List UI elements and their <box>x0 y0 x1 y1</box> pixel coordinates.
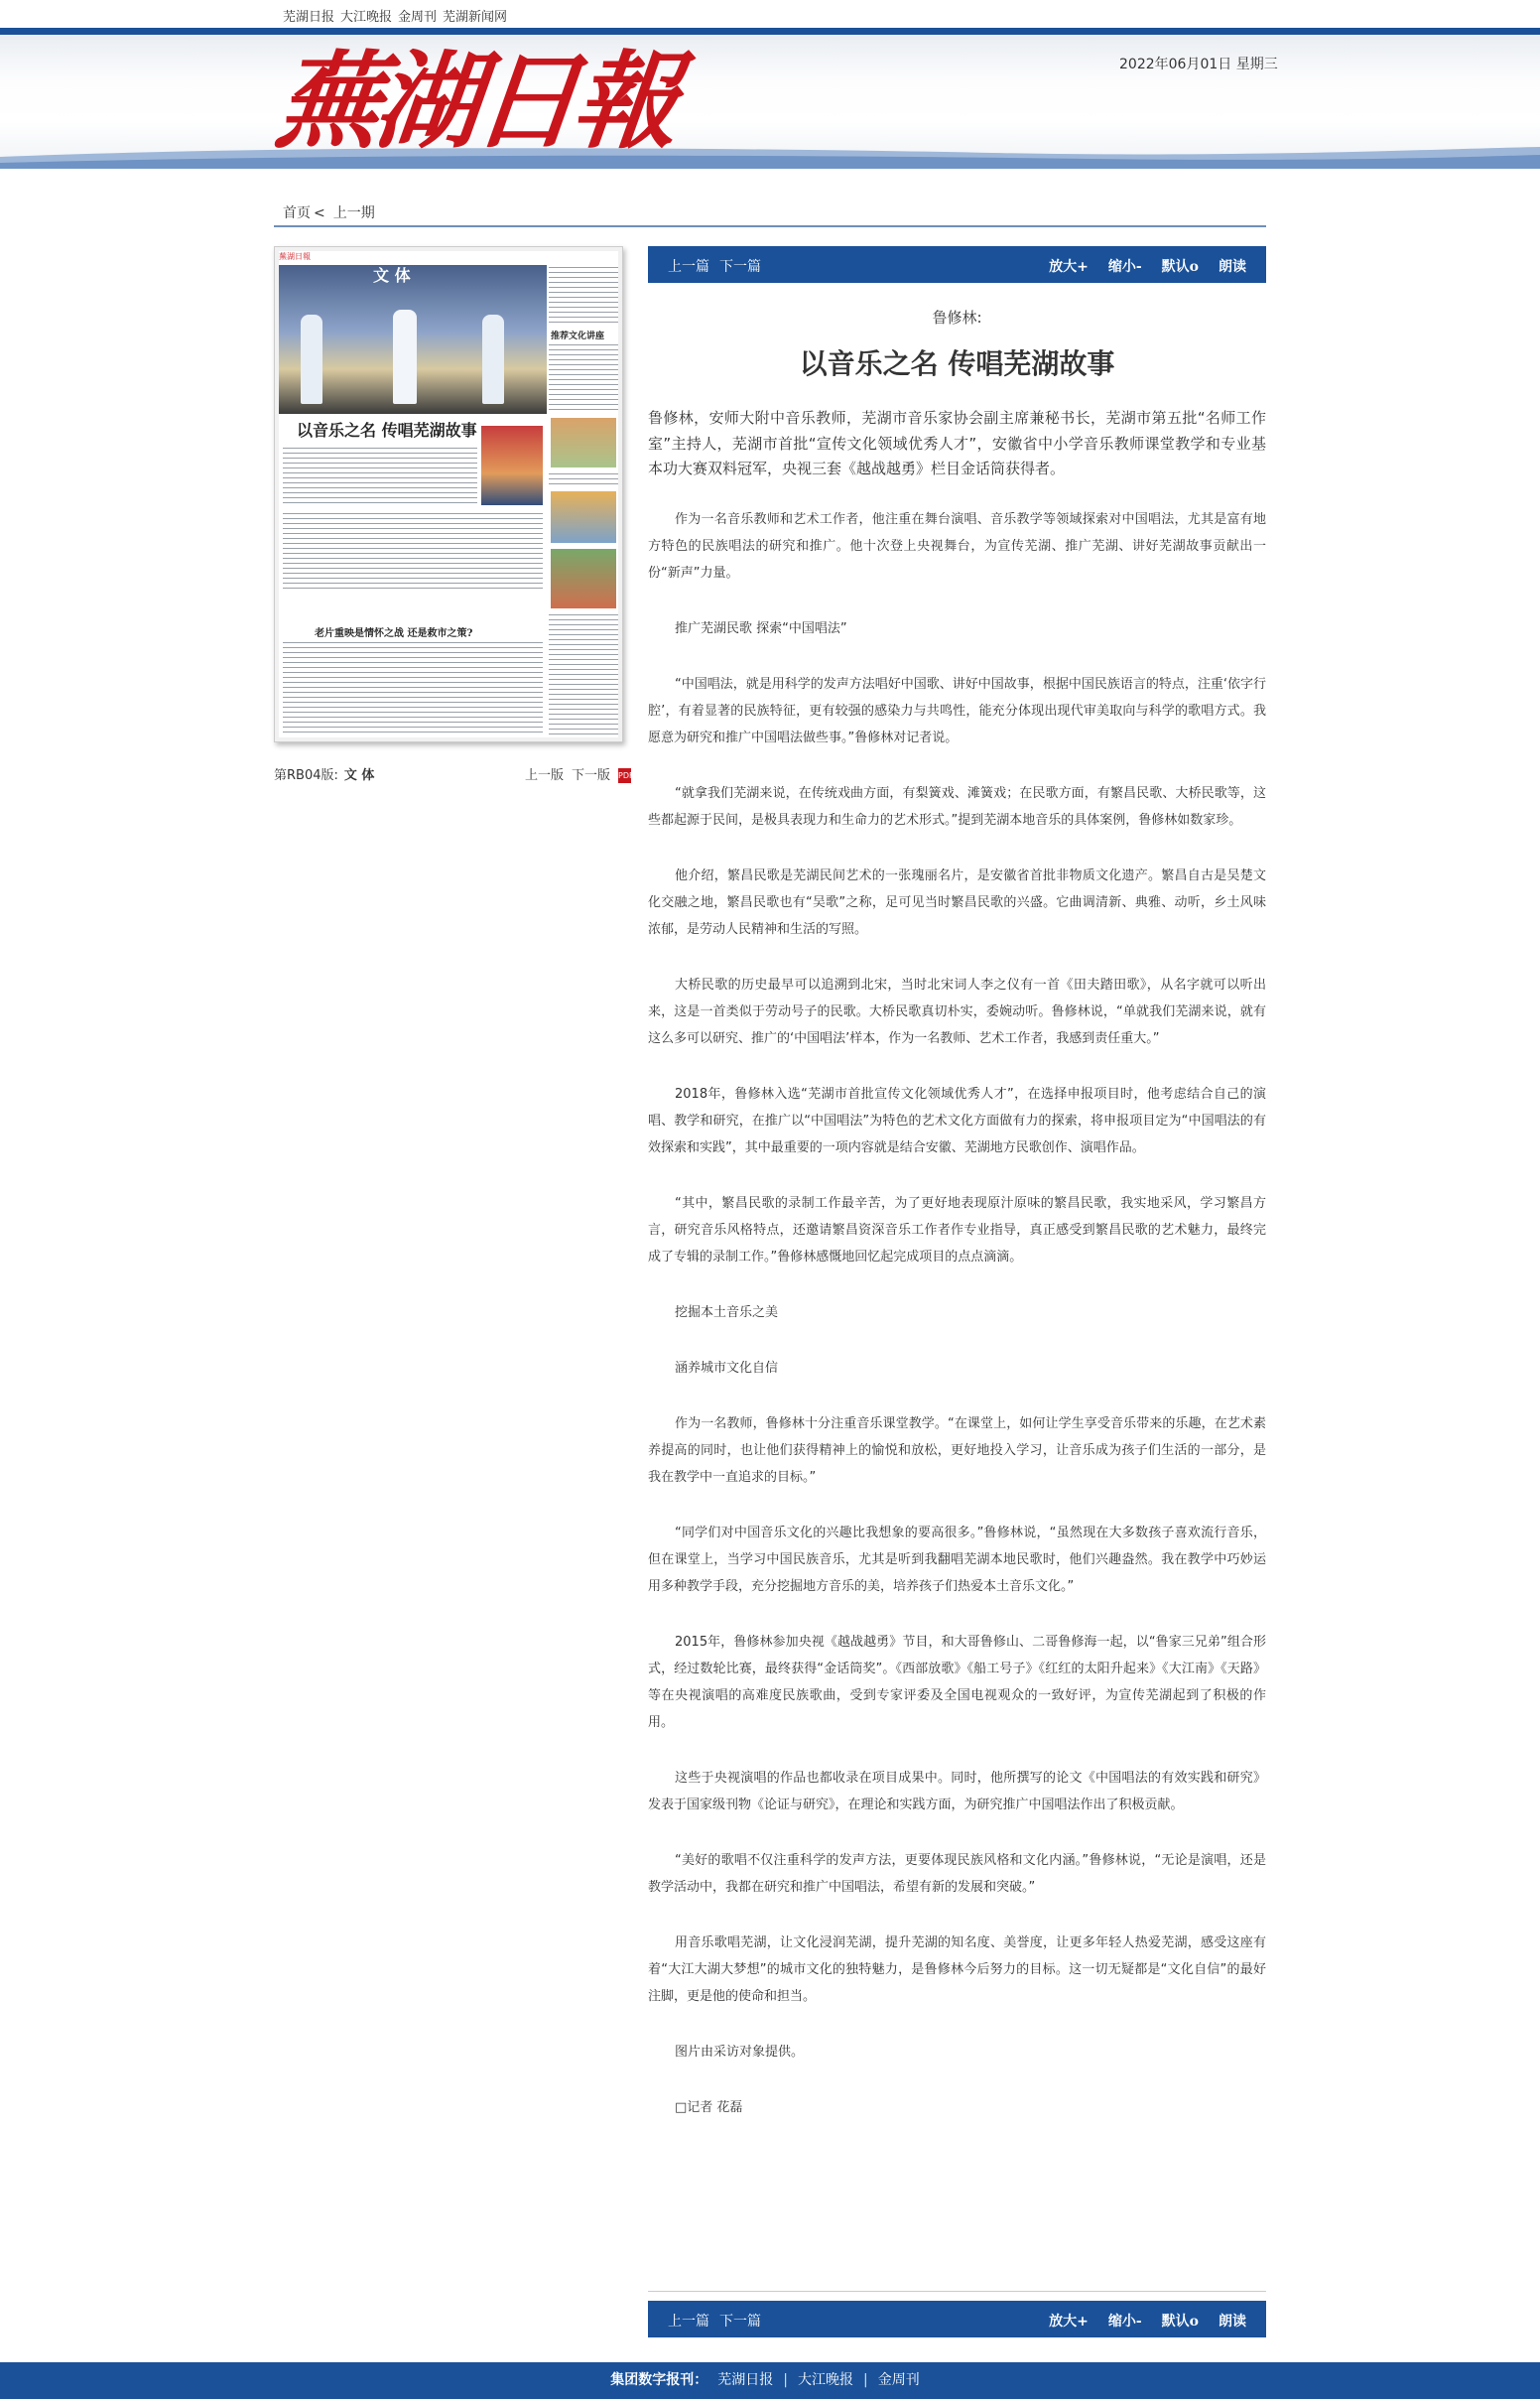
footer-bar: 集团数字报刊： 芜湖日报 | 大江晚报 | 金周刊 <box>0 2362 1540 2399</box>
masthead-banner <box>0 35 1540 169</box>
article-paragraph: 2015年，鲁修林参加央视《越战越勇》节目，和大哥鲁修山、二哥鲁修海一起，以“鲁家三兄弟”组合形式，经过数轮比赛，最终获得“金话筒奖”。《西部放歌》《船工号子》《红红的太阳升起来》《大江南》《天路》等在央视演唱的高难度民族歌曲，受到专家评委及全国电视观众的一致好评，为宣传芜湖起到了积极的作用。 <box>648 1634 1266 1730</box>
article-paragraph: “同学们对中国音乐文化的兴趣比我想象的要高很多。”鲁修林说，“虽然现在大多数孩子喜欢流行音乐，但在课堂上，当学习中国民族音乐，尤其是听到我翻唱芜湖本地民歌时，他们兴趣盎然。我在教学中巧妙运用多种教学手段，充分挖掘地方音乐的美，培养孩子们热爱本土音乐文化。” <box>648 1525 1266 1594</box>
page-version: 第RB04版: <box>274 768 338 783</box>
breadcrumb <box>283 202 375 222</box>
prev-article-link[interactable]: 上一篇 <box>668 259 709 275</box>
pdf-icon[interactable]: PDF <box>618 768 631 783</box>
article-paragraph: 用音乐歌唱芜湖，让文化浸润芜湖，提升芜湖的知名度、美誉度，让更多年轻人热爱芜湖，感受这座有着“大江大湖大梦想”的城市文化的独特魅力，是鲁修林今后努力的目标。这一切无疑都是“文化自信”的最好注脚，更是他的使命和担当。 <box>648 1934 1266 2004</box>
default-size-button[interactable]: 默认o <box>1161 259 1199 275</box>
thumbnail-stage-photo <box>279 265 547 414</box>
breadcrumb-home[interactable]: 首页 <box>283 205 311 221</box>
read-aloud-button[interactable]: 朗读 <box>1219 2314 1246 2330</box>
article-paragraph: 他介绍，繁昌民歌是芜湖民间艺术的一张瑰丽名片，是安徽省首批非物质文化遗产。繁昌自古是吴楚文化交融之地，繁昌民歌也有“吴歌”之称，足可见当时繁昌民歌的兴盛。它曲调清新、典雅、动听，乡土风味浓郁，是劳动人民精神和生活的写照。 <box>648 867 1266 937</box>
page-section[interactable]: 文 体 <box>343 768 375 783</box>
article-paragraph: “其中，繁昌民歌的录制工作最辛苦，为了更好地表现原汁原味的繁昌民歌，我实地采风，学习繁昌方言，研究音乐风格特点，还邀请繁昌资深音乐工作者作专业指导，真正感受到繁昌民歌的艺术魅力，最终完成了专辑的录制工作。”鲁修林感慨地回忆起完成项目的点点滴滴。 <box>648 1195 1266 1265</box>
thumbnail-section: 文 体 <box>373 266 411 285</box>
thumbnail-sub-headline: 老片重映是情怀之战 还是救市之策? <box>315 628 473 639</box>
top-blue-rule <box>0 28 1540 35</box>
zoom-out-button[interactable]: 缩小- <box>1107 2314 1142 2330</box>
article-paragraph: 作为一名教师，鲁修林十分注重音乐课堂教学。“在课堂上，如何让学生享受音乐带来的乐趣，在艺术素养提高的同时，也让他们获得精神上的愉悦和放松，更好地投入学习，让音乐成为孩子们生活的一部分，是我在教学中一直追求的目标。” <box>648 1415 1266 1485</box>
article-subheading: 涵养城市文化自信 <box>675 1360 779 1376</box>
next-article-link[interactable]: 下一篇 <box>719 2314 761 2330</box>
top-link-dajiang-evening[interactable]: 大江晚报 <box>340 10 393 25</box>
zoom-in-button[interactable]: 放大+ <box>1049 2314 1089 2330</box>
article-paragraph: “就拿我们芜湖来说，在传统戏曲方面，有梨簧戏、滩簧戏；在民歌方面，有繁昌民歌、大桥民歌等，这些都起源于民间，是极具表现力和生命力的艺术形式。”提到芜湖本地音乐的具体案例，鲁修林如数家珍。 <box>648 785 1266 828</box>
page-thumbnail[interactable] <box>274 246 623 742</box>
prev-article-link[interactable]: 上一篇 <box>668 2314 709 2330</box>
next-article-link[interactable]: 下一篇 <box>719 259 761 275</box>
thumbnail-header <box>279 251 618 263</box>
thumbnail-paper-name: 蕪湖日報 <box>279 252 311 261</box>
thumbnail-headline: 以音乐之名 传唱芜湖故事 <box>297 421 477 440</box>
article-title: 以音乐之名 传唱芜湖故事 <box>799 347 1115 380</box>
article-subtitle: 鲁修林: <box>932 309 982 327</box>
footer-title: 集团数字报刊： <box>610 2372 708 2388</box>
newspaper-logo[interactable]: 蕪湖日報 <box>269 39 680 163</box>
footer-link-dajiang-evening[interactable]: 大江晚报 <box>798 2372 853 2388</box>
breadcrumb-separator: < <box>314 205 325 221</box>
breadcrumb-prev-issue[interactable]: 上一期 <box>332 205 375 221</box>
footer-link-jin-weekly[interactable]: 金周刊 <box>877 2372 920 2388</box>
article-paragraph: 2018年，鲁修林入选“芜湖市首批宣传文化领域优秀人才”，在选择申报项目时，他考虑结合自己的演唱、教学和研究，在推广以“中国唱法”为特色的艺术文化方面做有力的探索，将申报项目定为“中国唱法的有效探索和实践”，其中最重要的一项内容就是结合安徽、芜湖地方民歌创作、演唱作品。 <box>648 1086 1266 1155</box>
footer-link-wuhu-daily[interactable]: 芜湖日报 <box>717 2372 774 2388</box>
zoom-out-button[interactable]: 缩小- <box>1107 259 1142 275</box>
article-paragraph: 这些于央视演唱的作品也都收录在项目成果中。同时，他所撰写的论文《中国唱法的有效实践和研究》发表于国家级刊物《论证与研究》，在理论和实践方面，为研究推广中国唱法作出了积极贡献。 <box>648 1770 1266 1812</box>
article-bottom-divider <box>648 2291 1266 2292</box>
article-paragraph: 作为一名音乐教师和艺术工作者，他注重在舞台演唱、音乐教学等领域探索对中国唱法，尤其是富有地方特色的民族唱法的研究和推广。他十次登上央视舞台，为宣传芜湖、推广芜湖、讲好芜湖故事贡献出一份“新声”力量。 <box>648 511 1266 581</box>
photo-credit: 图片由采访对象提供。 <box>675 2044 805 2060</box>
zoom-in-button[interactable]: 放大+ <box>1049 259 1089 275</box>
article-paragraph: 大桥民歌的历史最早可以追溯到北宋，当时北宋词人李之仪有一首《田夫踏田歌》，从名字就可以听出来，这是一首类似于劳动号子的民歌。大桥民歌真切朴实，委婉动听。鲁修林说，“单就我们芜湖来说，就有这么多可以研究、推广的‘中国唱法’样本，作为一名教师、艺术工作者，我感到责任重大。” <box>648 977 1266 1046</box>
article-toolbar-top <box>648 246 1266 283</box>
article-subheading: 推广芜湖民歌 探索“中国唱法” <box>675 620 847 636</box>
default-size-button[interactable]: 默认o <box>1161 2314 1199 2330</box>
article-body <box>648 506 1266 2121</box>
page-thumbnail-image[interactable]: 蕪湖日報 文 体 推荐文化讲座 以音乐之名 传唱芜湖故事 老片重映是情怀之战 还是救市之策? <box>279 251 618 737</box>
masthead-wave-decoration <box>0 143 1540 169</box>
top-link-wuhu-daily[interactable]: 芜湖日报 <box>283 10 335 25</box>
article-paragraph: “美好的歌唱不仅注重科学的发声方法，更要体现民族风格和文化内涵。”鲁修林说，“无论是演唱，还是教学活动中，我都在研究和推广中国唱法，希望有新的发展和突破。” <box>648 1852 1266 1895</box>
article-content <box>648 283 1266 2150</box>
page-info-bar <box>274 764 634 783</box>
article-paragraph: “中国唱法，就是用科学的发声方法唱好中国歌、讲好中国故事，根据中国民族语言的特点，注重‘依字行腔’，有着显著的民族特征，更有较强的感染力与共鸣性，能充分体现出现代审美取向与科学的歌唱方式。我愿意为研究和推广中国唱法做些事。”鲁修林对记者说。 <box>648 676 1266 745</box>
issue-date: 2022年06月01日 星期三 <box>1119 57 1278 72</box>
reporter-byline: □记者 花磊 <box>675 2099 743 2115</box>
top-link-news-site[interactable]: 芜湖新闻网 <box>443 10 508 25</box>
page-nav <box>517 764 634 783</box>
prev-page-link[interactable]: 上一版 <box>524 768 564 783</box>
top-links-bar <box>283 6 513 25</box>
article-subheading: 挖掘本土音乐之美 <box>675 1304 779 1320</box>
top-link-jin-weekly[interactable]: 金周刊 <box>398 10 438 25</box>
article-toolbar-bottom <box>648 2301 1266 2337</box>
read-aloud-button[interactable]: 朗读 <box>1219 259 1246 275</box>
article-lead: 鲁修林，安师大附中音乐教师，芜湖市音乐家协会副主席兼秘书长，芜湖市第五批“名师工作室”主持人，芜湖市首批“宣传文化领域优秀人才”，安徽省中小学音乐教师课堂教学和专业基本功大赛双料冠军，央视三套《越战越勇》栏目金话筒获得者。 <box>648 409 1266 477</box>
breadcrumb-divider <box>274 225 1266 227</box>
next-page-link[interactable]: 下一版 <box>571 768 610 783</box>
